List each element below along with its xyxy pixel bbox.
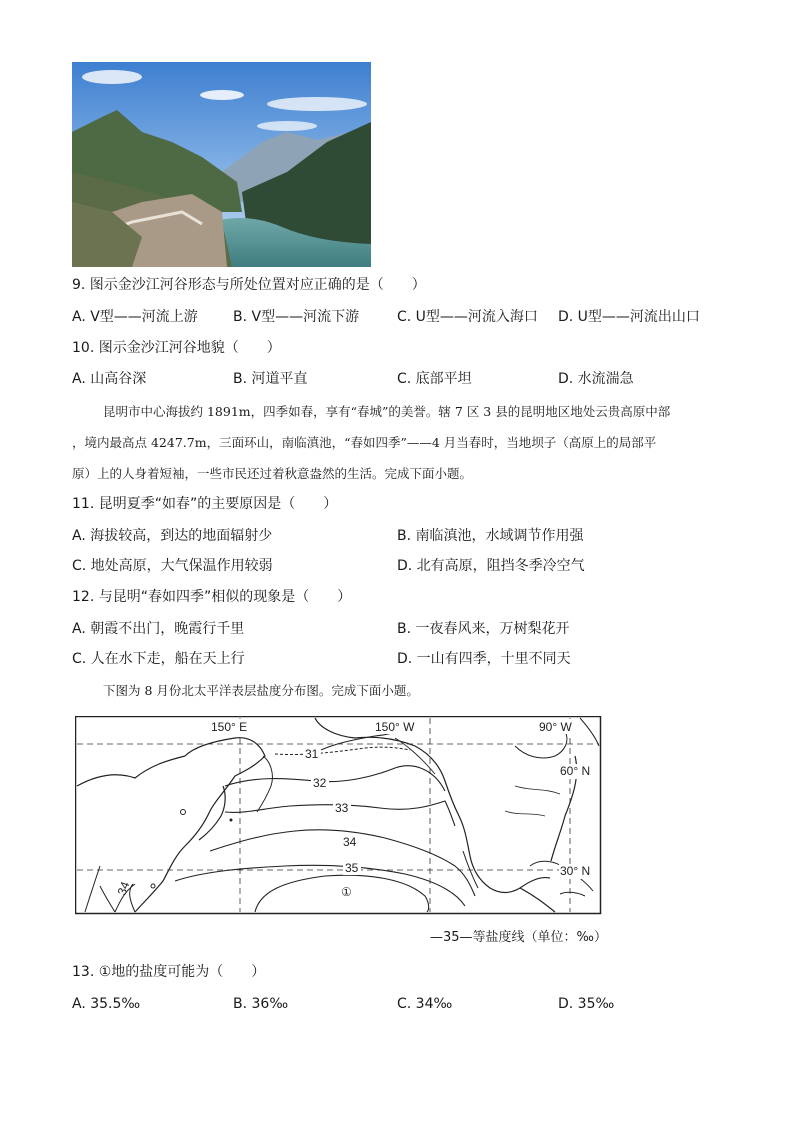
isoline-32: 32 [313,776,327,790]
lat-label-30n: 30° N [560,864,591,878]
isoline-34: 34 [343,835,357,849]
q11-stem: 11. 昆明夏季“如春”的主要原因是（ ） [72,496,338,512]
q12-option-c[interactable]: C. 人在水下走，船在天上行 [72,651,245,667]
map-legend: —35—等盐度线（单位：‰） [430,930,607,945]
q10-option-a[interactable]: A. 山高谷深 [72,371,147,387]
q13-option-a[interactable]: A. 35.5‰ [72,996,141,1012]
passage1-line-3: 原）上的人身着短袖，一些市民还过着秋意盎然的生活。完成下面小题。 [72,466,473,481]
q10-option-c[interactable]: C. 底部平坦 [397,371,472,387]
lon-label-150w: 150° W [375,720,415,734]
q13-stem: 13. ①地的盐度可能为（ ） [72,964,266,980]
q9-option-d[interactable]: D. U型——河流出山口 [558,309,700,325]
q11-option-b[interactable]: B. 南临滇池，水域调节作用强 [397,528,584,544]
isoline-31: 31 [305,747,319,761]
salinity-map [75,716,605,916]
q10-option-b[interactable]: B. 河道平直 [233,371,308,387]
lon-label-150e: 150° E [211,720,248,734]
isoline-34-west: 34 [114,879,133,898]
q10-option-d[interactable]: D. 水流湍急 [558,371,634,387]
q13-option-c[interactable]: C. 34‰ [397,996,453,1012]
q11-option-c[interactable]: C. 地处高原，大气保温作用较弱 [72,558,273,574]
passage1-line-2: ，境内最高点 4247.7m，三面环山，南临滇池，“春如四季”——4 月当春时，当地坝子（高原上的局部平 [72,435,657,450]
river-valley-photo [72,62,371,267]
q12-option-d[interactable]: D. 一山有四季，十里不同天 [397,651,571,667]
location-marker-1: ① [341,885,352,899]
q9-stem: 9. 图示金沙江河谷形态与所处位置对应正确的是（ ） [72,277,426,293]
isoline-33: 33 [335,801,349,815]
q9-option-b[interactable]: B. V型——河流下游 [233,309,360,325]
q11-option-d[interactable]: D. 北有高原，阻挡冬季冷空气 [397,558,585,574]
passage2: 下图为 8 月份北太平洋表层盐度分布图。完成下面小题。 [103,683,419,698]
isoline-35: 35 [345,861,359,875]
q12-option-a[interactable]: A. 朝霞不出门，晚霞行千里 [72,621,245,637]
q12-option-b[interactable]: B. 一夜春风来，万树梨花开 [397,621,570,637]
passage1-line-1: 昆明市中心海拔约 1891m，四季如春，享有“春城”的美誉。辖 7 区 3 县的昆明地区地处云贵高原中部 [103,404,671,419]
lat-label-60n: 60° N [560,764,591,778]
q9-option-c[interactable]: C. U型——河流入海口 [397,309,538,325]
lon-label-90w: 90° W [539,720,572,734]
q10-stem: 10. 图示金沙江河谷地貌（ ） [72,340,281,356]
q13-option-d[interactable]: D. 35‰ [558,996,615,1012]
q11-option-a[interactable]: A. 海拔较高，到达的地面辐射少 [72,528,273,544]
q12-stem: 12. 与昆明“春如四季”相似的现象是（ ） [72,589,352,605]
q13-option-b[interactable]: B. 36‰ [233,996,289,1012]
q9-option-a[interactable]: A. V型——河流上游 [72,309,198,325]
